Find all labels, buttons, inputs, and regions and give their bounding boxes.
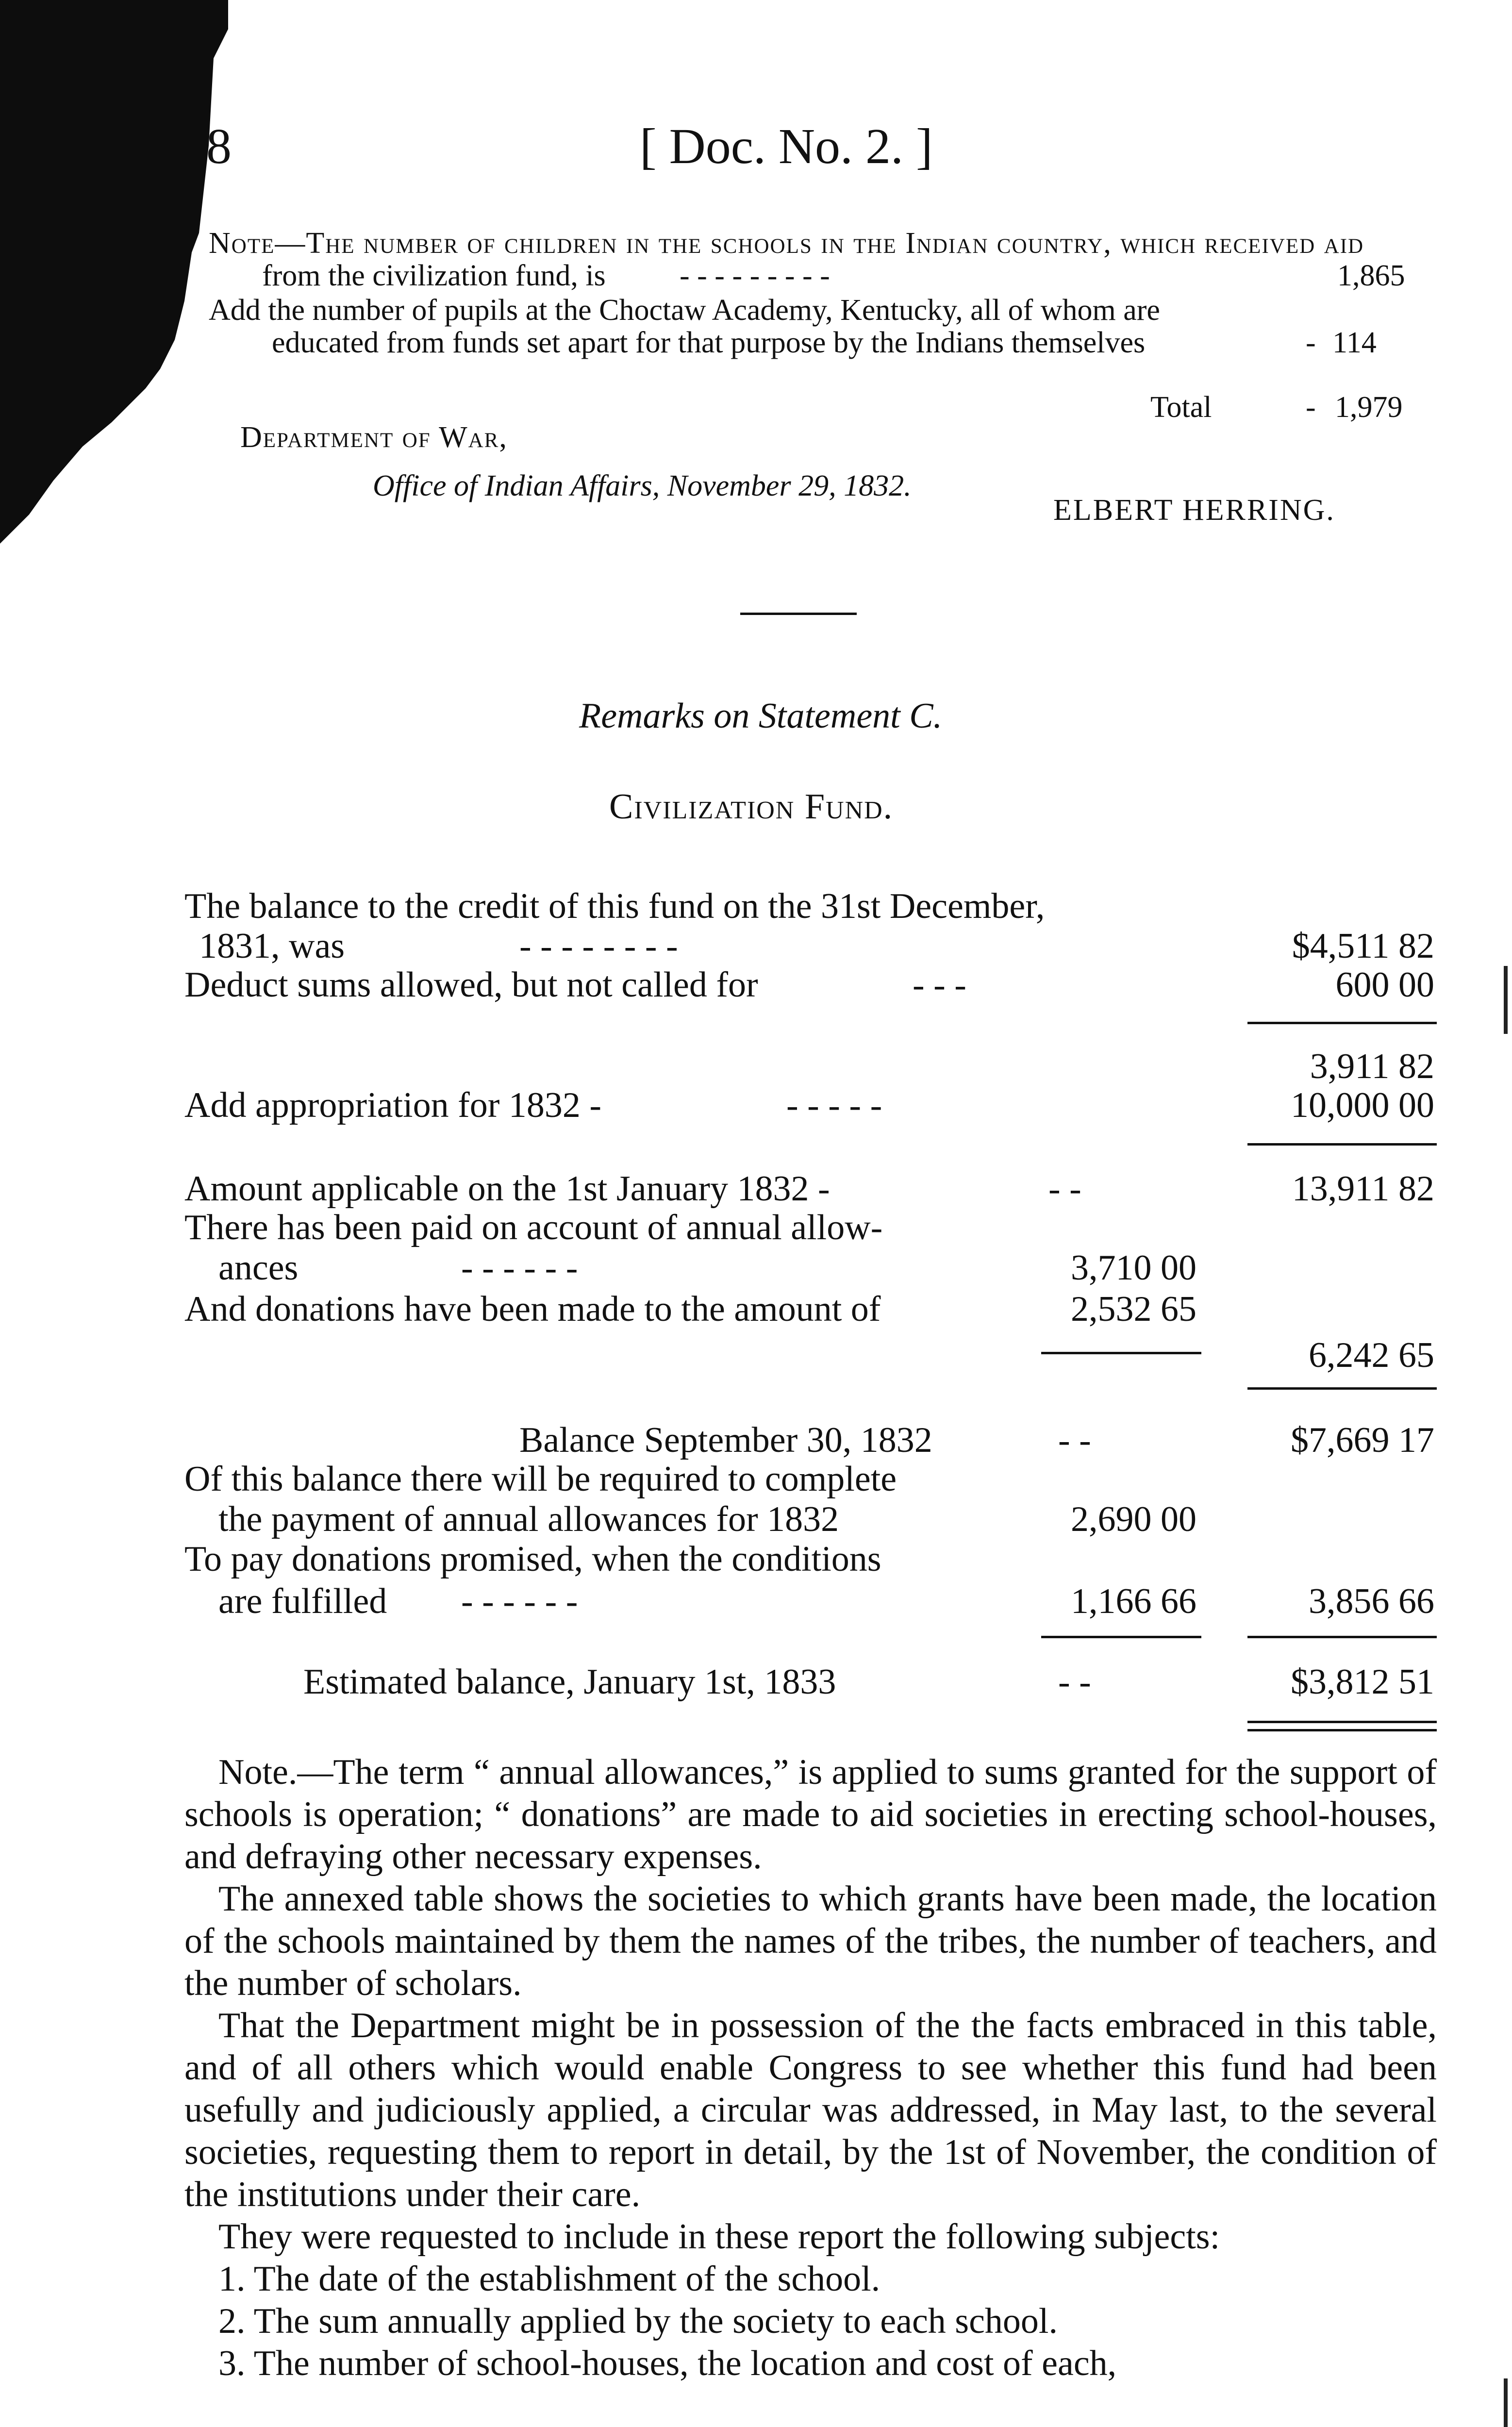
page-number: 8 [206,118,232,174]
balance-line-2: 1831, was [199,926,345,966]
disbursed-rule [1041,1352,1201,1354]
applicable-value: 13,911 82 [1292,1169,1434,1209]
applicable-leaders: - - [1048,1169,1081,1209]
deduct-label: Deduct sums allowed, but not called for [184,965,758,1005]
note-line-4-value: 114 [1332,326,1377,359]
balance-value: $4,511 82 [1292,926,1434,966]
note-paragraph: Note.—The term “ annual allowances,” is applied to sums granted for the support of schools is operation; “ donations” are made to aid societies in erecting school-houses, and defraying other necessary expenses. [184,1752,1437,1877]
subtotal-rule [1247,1022,1437,1024]
required-value: 2,690 00 [1071,1499,1196,1539]
promised-line-1: To pay donations promised, when the conditions [184,1539,881,1579]
subject-item-1: 1. The date of the establishment of the school. [218,2259,881,2299]
promised-line-2: are fulfilled [218,1581,387,1621]
appropriation-value: 10,000 00 [1291,1085,1434,1125]
subtotal-value: 3,911 82 [1310,1047,1434,1086]
office-date-line: Office of Indian Affairs, November 29, 1832. [373,469,912,502]
estimated-double-rule-top [1247,1721,1437,1723]
deduct-leaders: - - - [913,965,966,1005]
note-line-2-leaders: - - - - - - - - - [680,259,830,292]
promised-total: 3,856 66 [1309,1581,1434,1621]
department-paragraph: That the Department might be in possession of the the facts embraced in this table, and of all others which would enable Congress to see whether this fund had been usefully and judiciously applied, a circular was addressed, in May last, to the several societies, requesting them to report in detail, by the 1st of November, the condition of the institutions under their care. [184,2006,1437,2214]
estimated-leaders: - - [1058,1662,1091,1702]
paid-value: 3,710 00 [1071,1248,1196,1288]
balance-sept-label: Balance September 30, 1832 [519,1420,932,1460]
balance-leaders: - - - - - - - - [519,926,678,966]
note-line-2-label: from the civilization fund, is [262,259,606,292]
balance-sept-leaders: - - [1058,1420,1091,1460]
required-rule [1041,1636,1201,1638]
remarks-title: Remarks on Statement C. [579,696,943,736]
donations-value: 2,532 65 [1071,1289,1196,1329]
subject-item-3: 3. The number of school-houses, the location and cost of each, [218,2344,1117,2383]
section-divider [740,613,857,615]
balance-line-1: The balance to the credit of this fund on the 31st December, [184,886,1045,926]
appropriation-leaders: - - - - - [786,1085,882,1125]
subject-item-2: 2. The sum annually applied by the society to each school. [218,2301,1058,2341]
deduct-value: 600 00 [1335,965,1434,1005]
scan-shadow [0,0,228,582]
note-line-3: Add the number of pupils at the Choctaw Academy, Kentucky, all of whom are [209,294,1160,327]
note-line-1: Note—The number of children in the schools in the Indian country, which received aid [209,227,1364,260]
donations-label: And donations have been made to the amount of [184,1289,881,1329]
estimated-double-rule-bottom [1247,1729,1437,1731]
balance-sept-value: $7,669 17 [1291,1420,1434,1460]
balance-sept-rule [1247,1387,1437,1390]
note-line-2-value: 1,865 [1337,259,1405,292]
note-line-4-label: educated from funds set apart for that purpose by the Indians themselves [272,326,1146,359]
estimated-label: Estimated balance, January 1st, 1833 [303,1662,836,1702]
subjects-intro: They were requested to include in these report the following subjects: [218,2217,1220,2257]
required-line-2: the payment of annual allowances for 1832 [218,1499,839,1539]
estimated-value: $3,812 51 [1291,1662,1434,1702]
applicable-label: Amount applicable on the 1st January 1832 - [184,1169,830,1209]
applicable-rule [1247,1143,1437,1146]
paid-line-1: There has been paid on account of annual allow- [184,1208,883,1247]
note-total-label: Total [1150,391,1212,424]
note-total-leaders: - [1306,391,1316,424]
required-line-1: Of this balance there will be required to complete [184,1459,897,1499]
note-total-value: 1,979 [1335,391,1403,424]
table-paragraph: The annexed table shows the societies to which grants have been made, the location of the schools maintained by them the names of the tribes, the number of teachers, and the number of scholars. [184,1879,1437,2003]
department-line: Department of War, [240,421,508,454]
promised-leaders: - - - - - - [461,1581,578,1621]
signer-name: ELBERT HERRING. [1053,494,1335,527]
remarks-subtitle: Civilization Fund. [609,787,894,827]
disbursed-total: 6,242 65 [1309,1335,1434,1375]
body-text [184,1751,1437,2385]
note-line-4-leaders: - [1306,326,1316,359]
promised-rule [1247,1636,1437,1638]
doc-label: [ Doc. No. 2. ] [640,118,933,174]
paid-leaders: - - - - - - [461,1248,578,1288]
paid-line-2: ances [218,1248,299,1288]
appropriation-label: Add appropriation for 1832 - [184,1085,602,1125]
promised-value: 1,166 66 [1071,1581,1196,1621]
scan-edge-mark [1504,2378,1508,2427]
scan-edge-mark [1504,966,1508,1034]
